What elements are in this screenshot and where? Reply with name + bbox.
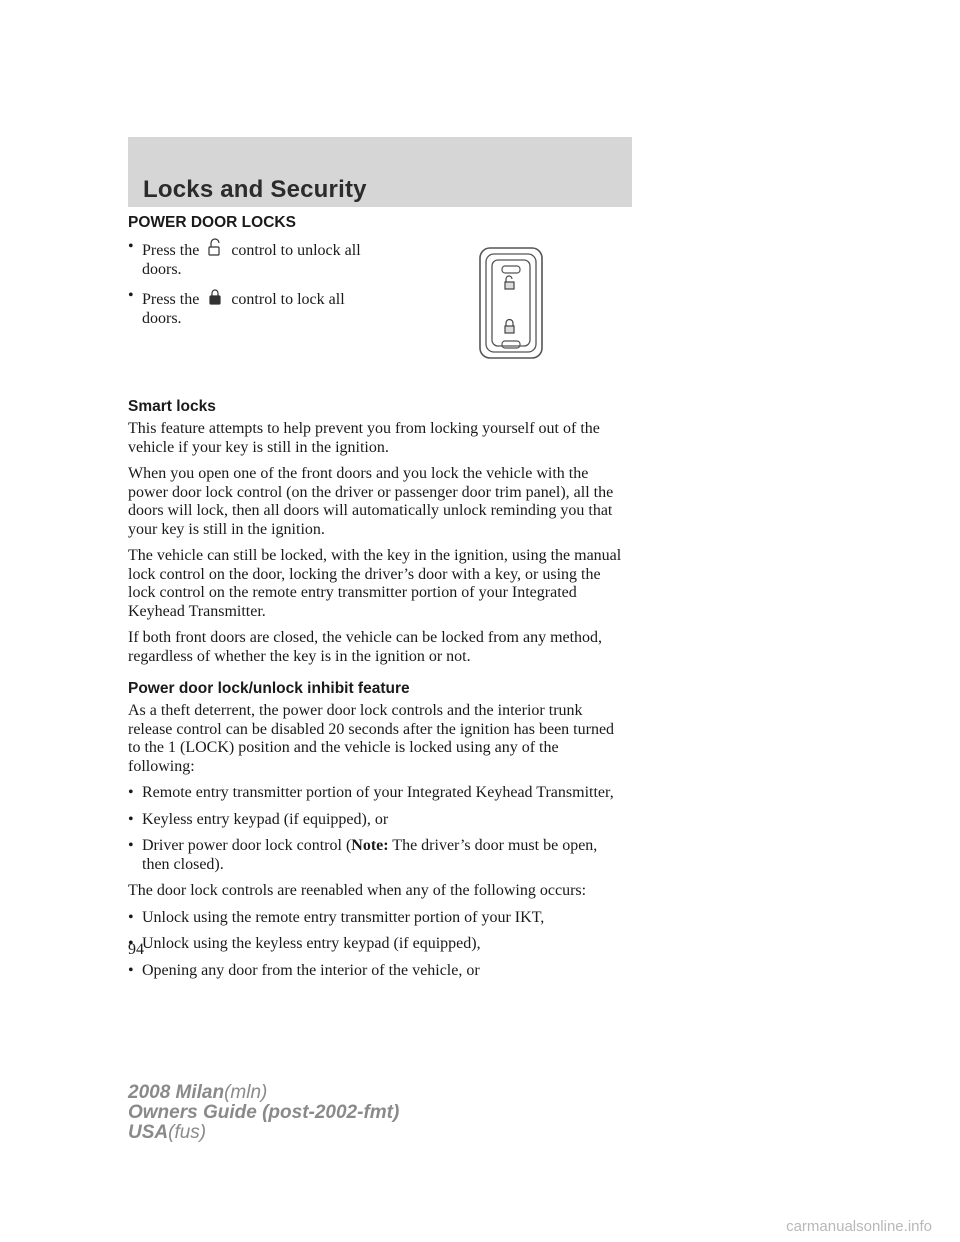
unlock-icon — [205, 238, 225, 258]
page-content — [128, 214, 628, 988]
paragraph: The vehicle can still be locked, with the key in the ignition, using the manual lock control on the door, locking the driver’s door with a key, or using the lock control on the remote entry transmitter portion of your Integrated Keyhead Transmitter. — [128, 547, 622, 620]
list-item: • Unlock using the keyless entry keypad (if equipped), — [128, 935, 628, 954]
page-number: 94 — [128, 941, 144, 958]
section-heading-smart-locks: Smart locks — [128, 398, 216, 415]
watermark: carmanualsonline.info — [786, 1218, 932, 1235]
list-item: • Driver power door lock control (Note: The driver’s door must be open, then closed). — [128, 837, 628, 874]
note-label: Note: — [351, 837, 389, 854]
paragraph: This feature attempts to help prevent you from locking yourself out of the vehicle if your key is still in the ignition. — [128, 420, 600, 456]
lock-icon — [205, 287, 225, 307]
list-item: • Press the control to unlock all doors. — [128, 238, 388, 279]
list-item: • Unlock using the remote entry transmitter portion of your IKT, — [128, 909, 628, 928]
paragraph: When you open one of the front doors and you lock the vehicle with the power door lock control (on the driver or passenger door trim panel), all the doors will lock, then all doors will automatically unlock reminding you that your key is still in the ignition. — [128, 465, 614, 538]
section-heading-power-door-locks: POWER DOOR LOCKS — [128, 214, 296, 231]
paragraph: As a theft deterrent, the power door lock controls and the interior trunk release control can be disabled 20 seconds after the ignition has been turned to the 1 (LOCK) position and the vehicle is locked using any of the following: — [128, 702, 615, 775]
list-item: • Opening any door from the interior of the vehicle, or — [128, 962, 628, 981]
list-item: • Remote entry transmitter portion of your Integrated Keyhead Transmitter, — [128, 784, 628, 803]
paragraph: The door lock controls are reenabled when any of the following occurs: — [128, 882, 587, 899]
list-item: • Keyless entry keypad (if equipped), or — [128, 811, 628, 830]
page-title: Locks and Security — [143, 176, 367, 203]
list-item: • Press the control to lock all doors. — [128, 287, 388, 328]
section-heading-inhibit-feature: Power door lock/unlock inhibit feature — [128, 680, 410, 697]
document-footer: 2008 Milan(mln) Owners Guide (post-2002-fmt) USA(fus) — [128, 1082, 400, 1143]
paragraph: If both front doors are closed, the vehicle can be locked from any method, regardless of whether the key is in the ignition or not. — [128, 629, 603, 665]
